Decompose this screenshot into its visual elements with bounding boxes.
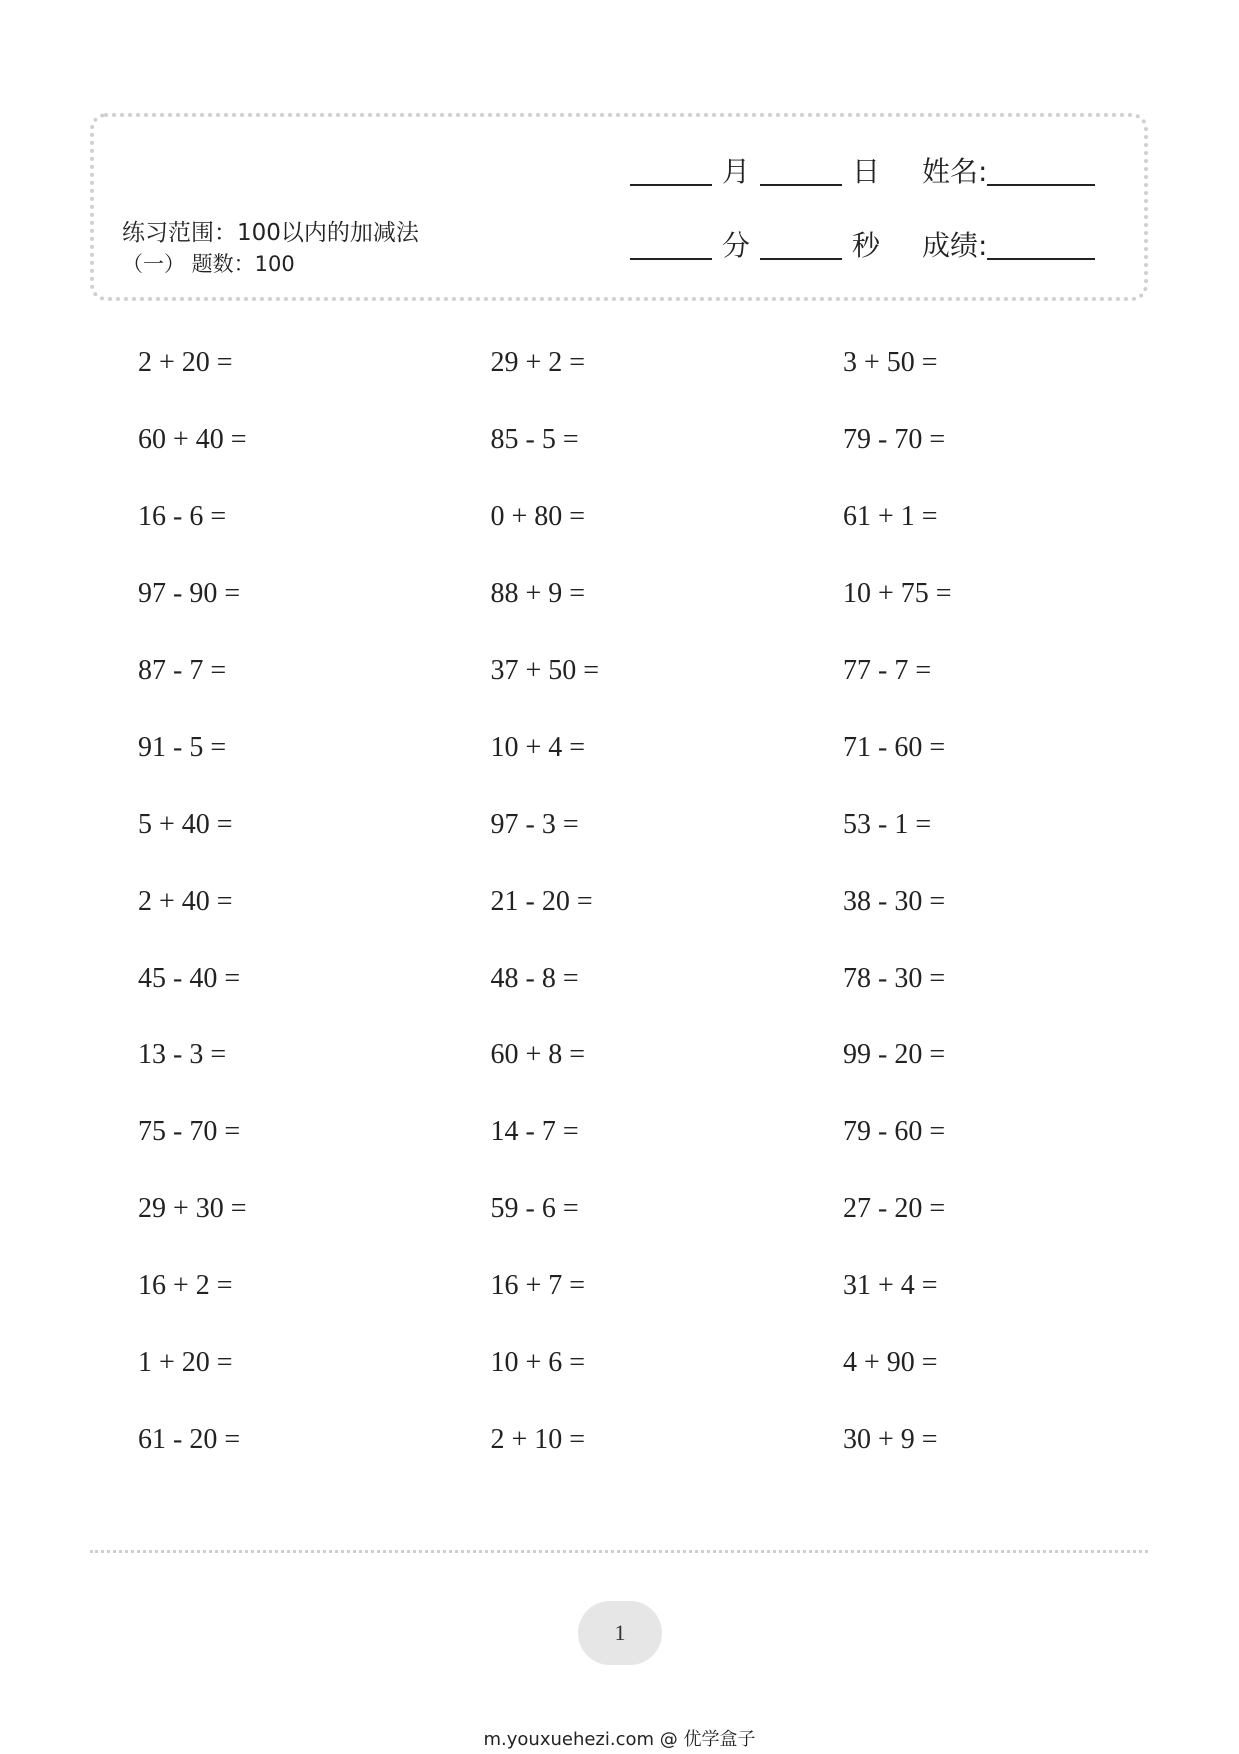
minute-blank[interactable] (630, 258, 712, 260)
problem-row (138, 786, 1198, 863)
problem-grid (138, 325, 1198, 1478)
math-problem: 60 + 8 = (490, 1039, 586, 1071)
footer-divider (90, 1550, 1148, 1553)
name-blank[interactable] (987, 184, 1095, 186)
math-problem: 77 - 7 = (843, 655, 932, 686)
math-problem: 91 - 5 = (138, 731, 227, 763)
math-problem: 21 - 20 = (490, 885, 593, 917)
problem-row (138, 1325, 1198, 1402)
math-problem: 99 - 20 = (843, 1039, 946, 1071)
math-problem: 10 + 6 = (490, 1347, 586, 1379)
math-problem: 53 - 1 = (843, 808, 932, 840)
math-problem: 48 - 8 = (490, 962, 579, 994)
math-problem: 2 + 40 = (138, 885, 233, 917)
math-problem: 61 - 20 = (138, 1423, 241, 1455)
math-problem: 79 - 60 = (843, 1116, 946, 1148)
math-problem: 5 + 40 = (138, 808, 233, 840)
math-problem: 27 - 20 = (843, 1193, 946, 1225)
second-blank[interactable] (760, 258, 842, 260)
math-problem: 16 - 6 = (138, 501, 227, 533)
math-problem: 61 + 1 = (843, 501, 938, 533)
day-unit: 日 (852, 155, 881, 188)
math-problem: 97 - 90 = (138, 578, 241, 610)
problem-row (138, 1248, 1198, 1325)
math-problem: 29 + 30 = (138, 1193, 247, 1225)
math-problem: 79 - 70 = (843, 424, 946, 456)
math-problem: 30 + 9 = (843, 1423, 938, 1455)
math-problem: 37 + 50 = (490, 655, 600, 686)
problem-row (138, 325, 1198, 402)
month-blank[interactable] (630, 184, 712, 186)
math-problem: 3 + 50 = (843, 347, 938, 379)
problem-row (138, 556, 1198, 633)
math-problem: 10 + 4 = (490, 731, 586, 763)
month-unit: 月 (722, 155, 751, 188)
second-unit: 秒 (852, 229, 881, 262)
problem-row (138, 1017, 1198, 1094)
day-blank[interactable] (760, 184, 842, 186)
math-problem: 85 - 5 = (490, 424, 579, 456)
problem-row (138, 1401, 1198, 1478)
score-blank[interactable] (987, 258, 1095, 260)
problem-row (138, 479, 1198, 556)
page-number-badge (578, 1601, 662, 1665)
math-problem: 71 - 60 = (843, 731, 946, 763)
math-problem: 38 - 30 = (843, 885, 946, 917)
problem-row (138, 1094, 1198, 1171)
math-problem: 16 + 2 = (138, 1270, 233, 1302)
math-problem: 13 - 3 = (138, 1039, 227, 1071)
name-label: 姓名: (922, 155, 988, 188)
time-score-row (630, 226, 1095, 266)
practice-range-title: 练习范围：100以内的加减法 (122, 220, 419, 246)
score-label: 成绩: (922, 229, 988, 262)
math-problem: 87 - 7 = (138, 655, 227, 686)
math-problem: 78 - 30 = (843, 962, 946, 994)
math-problem: 45 - 40 = (138, 962, 241, 994)
math-problem: 16 + 7 = (490, 1270, 586, 1302)
math-problem: 14 - 7 = (490, 1116, 579, 1148)
footer-site-credit: m.youxuehezi.com @ 优学盒子 (483, 1729, 756, 1750)
problem-row (138, 940, 1198, 1017)
minute-unit: 分 (722, 229, 751, 262)
problem-row (138, 863, 1198, 940)
math-problem: 10 + 75 = (843, 578, 952, 610)
page-number: 1 (614, 1620, 626, 1645)
problem-row (138, 402, 1198, 479)
math-problem: 97 - 3 = (490, 808, 579, 840)
date-name-row (630, 152, 1095, 192)
math-problem: 0 + 80 = (490, 501, 586, 533)
math-problem: 2 + 10 = (490, 1423, 586, 1455)
practice-range-count: （一） 题数：100 (122, 252, 295, 276)
math-problem: 88 + 9 = (490, 578, 586, 610)
practice-range (122, 218, 462, 280)
math-problem: 2 + 20 = (138, 347, 233, 379)
math-problem: 59 - 6 = (490, 1193, 579, 1225)
math-problem: 4 + 90 = (843, 1347, 938, 1379)
math-problem: 75 - 70 = (138, 1116, 241, 1148)
math-problem: 60 + 40 = (138, 424, 247, 456)
problem-row (138, 1171, 1198, 1248)
math-problem: 1 + 20 = (138, 1347, 233, 1379)
math-problem: 31 + 4 = (843, 1270, 938, 1302)
problem-row (138, 633, 1198, 710)
problem-row (138, 709, 1198, 786)
math-problem: 29 + 2 = (490, 347, 586, 379)
